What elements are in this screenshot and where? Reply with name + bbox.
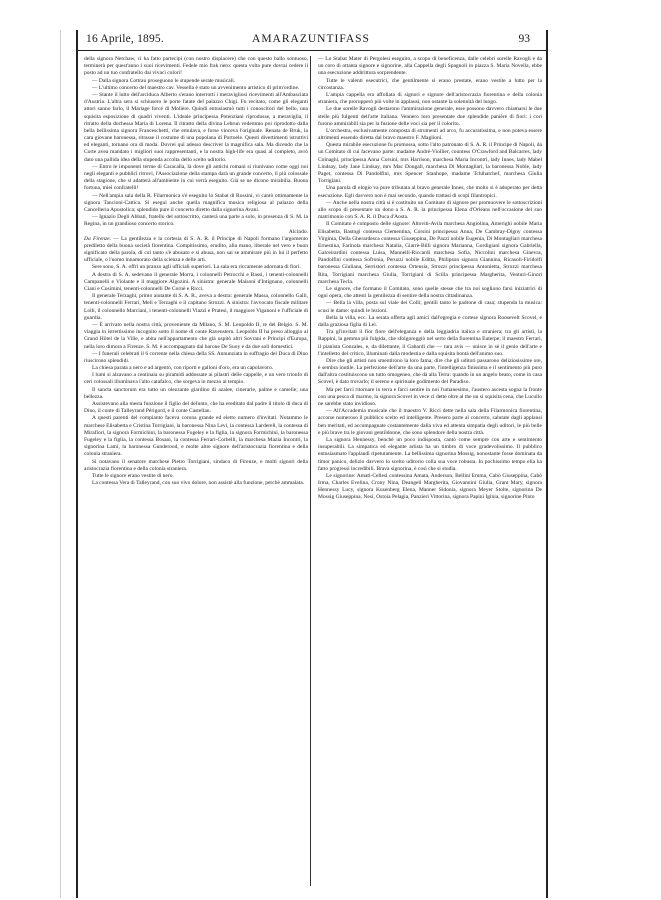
page-edge-shadow <box>60 30 61 898</box>
article-paragraph: — L'ultimo concerto del maestro cav. Vessella è stato un avvenimento artistico di prim'ordine. <box>92 84 300 91</box>
article-paragraph: Ma per farci ritornare in terra e farci sentire in noi l'umanesimo, l'austero ascesta sogna la fronte con una pesca di marmo, la signora Scovel in vece ci dette oltre al the un si squisita cena, che Lucullo ne sarebbe stato invidioso. <box>318 386 542 407</box>
right-column <box>318 56 542 886</box>
article-paragraph: — Ignazio Degli Abbati, fratello del sottoscritto, canterà una parte a solo, in presenza di S. M. la Regina, in un grandioso concerto storico. <box>84 214 308 228</box>
article-paragraph: Bella la villa, ecc. La serata offerta agli amici dall'egregia e cortese signora Roosevelt Scovel, e dalla graziosa figlia di Lei. <box>318 314 542 328</box>
florence-section-opening <box>84 236 308 265</box>
article-paragraph: della signora Netchaw, ci ha fatto partecipi (con nostro dispiacere) che con questo ballo sontuoso, terminerà per quest'anno i suoi ricevimenti. Fedele mio frak nero: questa volta pure dovrai cedere il posto ad un tuo confratello dai vivaci colori! <box>84 56 308 77</box>
article-paragraph: L'ampia cappella era affollata di signori e signore dell'aristocrazia fiorentina e della colonia straniera, che prorupperò più volte in applausi, non ostante la solennità del luogo. <box>318 91 542 106</box>
article-paragraph: — Lo Stabat Mater di Pergolesi eseguito, a scopo di beneficenza, dalle celebri sorelle Ravogli e da un coro di ottanta signore e signorine, alla Cappella degli Spagnoli in piazza S. Maria Novella, ebbe una esecuzione addirittura sorprendente. <box>318 56 542 77</box>
article-paragraph: Il Comitato è composto delle signore: Altoviti-Avila marchesa Angiolina, Amerighi nobile Maria Elisabetta, Bastogi contessa Clementina, Corsini principessa Anna, De Cambray-Digny contessa Virginia, Della Gherardesca contessa Giuseppina, De Pazzi nobile Eugenia, Di Montagliari marchesa Ernestina, Farinola marchesa Natalia, Giarrè-Billi signora Marianna, Gordigiani signora Gabriella, Galceirardini contessa Luisa, Mannelli-Riccardi marchesa Sofia, Niccolini marchesa Ginevra, Pandolfini contessa Sofronia, Peruzzi nobile Editta, Philipson signora Giannina, Ricasoli-Firidolfi baronessa Giuliana, Serristori contessa Ortensia, Strozzi principessa Antonietta, Strozzi marchesa Rita, Torrigiani marchesa Giulia, Torrigiani di Scilla principessa Margherita, Venturi-Ginori marchesa Tecla. <box>318 221 542 285</box>
left-border-rule <box>76 30 78 898</box>
article-paragraph: Tutte le signore erano vestite di nero. <box>92 472 174 479</box>
section-place-heading: Da Firenze. <box>84 235 111 242</box>
article-paragraph: Le signorine: Amati-Cellesi contessina Amata, Anderson, Bellini Emma, Cabò Giuseppina, Cabò Irma, Charles Evelina, Crony Nina, Deangeli Margherita, Giovannini Giulia, Grant Mary, signora Hennessy Lucy, signora Kusenberg Elena, Manner Sidonia, signora Meyer Stolte, signorina De Mossig Giuseppina, Nesi, Ostoia Pelagia, Panzieri Vittorina, signora Papini Iginia, signorine Pinto <box>318 472 542 501</box>
article-paragraph: — Dalla signora Cottrau proseguono le stupende serate musicali. <box>92 77 236 84</box>
article-paragraph: Tutte le valenti esecutrici, che gentilmente si erano prestate, erano vestite a lutto per la circostanza. <box>318 77 542 91</box>
article-paragraph: — È arrivato nella nostra città, proveniente da Milano, S. M. Leopoldo II, re del Belgio. S. M. viaggia in istrettissimo incognito sotto il nome di conte Ravenstern. Leopoldo II ha preso alloggio al Grand Hôtel de la Ville, e abita nell'appartamento che già ospitò altri Sovrani e Principi d'Europa, nella loro dimora a Firenze. S. M. è accompagnato dal barone De Suoy e da due soli domestici. <box>84 321 308 350</box>
article-paragraph: La chiesa parata a nero e ad argento, con riporti e galloni d'oro, era un capolavoro. <box>92 365 274 372</box>
article-paragraph: — Nell'ampia sala della R. Filarmonica s'è eseguito lo Stabat di Rossini, vi cantò ottimamente la signora Tancioni-Cattica. Si eseguì anche quella magnifica musica religiosa al palazzo della Cancelleria Apostolica; splendido pure il concerto diretto dalla signorina Avani. <box>84 192 308 213</box>
article-paragraph: — All'Accademia musicale che il maestro V. Ricci dette nella sala della Filarmonica fiorentina, accorse numeroso il pubblico scelto ed intelligente. Presero parte al concerto, salutate dagli applausi ben meritati, ed accompagnate costantemente dalla viva ed attenta simpatia degli uditori, le più belle e più brave tra le giovani gentildonne, che sono splendore della nostra città. <box>318 408 542 436</box>
page-header <box>76 32 546 51</box>
author-signature: Alcindo. <box>288 228 308 235</box>
header-date: 16 Aprile, 1895. <box>86 33 164 45</box>
article-paragraph: Il generale Terzaghi, primo aiutante di S. A. R., aveva a destra: generale Massa, colonnello Galli, tenenti-colonnelli Ferrari, Meli e Terzaghi e il capitano Strozzi. A sinistra: l'avvocato fiscale militare Lolli, il colonnello Marciani, i tenenti-colonnelli Viazzi e Pratesi, il maggiore Viganoni e l'ufficiale di guardia. <box>84 293 308 321</box>
article-paragraph: — Bella la villa, posta sul viale dei Colli; gentili tanto le padrone di casa; stupenda la musica: scusi le dame: quindi le lezioni. <box>318 300 542 314</box>
article-paragraph: L'orchestra, esclusivamente composta di strumenti ad arco, fu accuratissima, e non poteva essere altrimenti essendo diretta dal bravo maestro F. Maglioni. <box>318 127 542 142</box>
article-paragraph: — Stante il lutto dell'arciduca Alberto s'erano interrotti i meravigliosi ricevimenti all'Ambasciata d'Austria. L'altra sera si schiusero le porte fatate del palazzo Chigi. Fu recitato, come gli eleganti attori sanno farlo, il Mariage forcé di Molière. Quindi entusiasmò tutti i conoscitori del bello, una squisita esposizione di quadri viventi. L'ideale principessa Potenziani riprodusse, a meraviglia, il ritratto della duchessa Maria di Lorena. Il ritratto della divina Lebrun vedemmo poi riprodotto dalla bella bellissima signora Franceschetti, che emulava, e forse vinceva l'originale. Renata de Bruk, la cara giovane baronessa, ritrasse il costume di una popolana di Portoele. Questi divertimenti istruttivi ed eleganti, tornano ora di moda. Dovrei qui adesso descriver la magnifica sala. Ma dicendo che la Corte avea mandato i migliori suoi rappresentanti, e la nostra high-life era quasi al completo, avrò dato una pallida idea della stupenda accolta dello scelto uditorio. <box>84 91 308 163</box>
article-paragraph: — La gentilezza e la cortesia di S. A. R. il Principe di Napoli formano l'argomento prediletto della buona società fiorentina. Compitissimo, erudito, alla mano, liberale nel vero e buon significato della parola, di cui tanto s'è abusato e si abusa, non sai se ammirare più in lui il perfetto ufficiale, o l'uomo innamorato della scienza e delle arti. <box>84 235 308 264</box>
article-paragraph: Sere sono, S. A. offrì un pranzo agli ufficiali superiori. La sala era riccamente adornata di fiori. <box>92 264 301 271</box>
article-paragraph: A destra di S. A. sedevano il generale Morra, i colonnelli Petrocchi e Bassi, i tenenti-colonnelli Campanelli e Violante e il maggiore Algozini. A sinistra: generale Maisonì d'Intignano, colonnelli Ciani e Cosimini, tenenti-colonnelli De Cornè e Ricci. <box>84 271 308 292</box>
article-paragraph: Assistevano alla mesta funzione il figlio del defunto, che ha ereditato dal padre il titolo di duca di Dino, il conte di Talleyrand Périgord, e il conte Castellan. <box>84 401 308 415</box>
column-divider-rule <box>310 56 311 886</box>
article-paragraph: Dire che gli artisti non smentirono la loro fama; dire che gli uditori passarono deliziosissime ore, è sembra inutile. La perfezione dell'arte da una parte, l'intelligenza finissima e il sentimento più puro dall'altra costituiscono un tutto omogeneo, che dà alla Terra: quando in un angelo beato, come in casa Scovel, è dato trovarlo; il sereno e spirituale godimento del Paradiso. <box>318 357 542 386</box>
article-paragraph: — Anche nella nostra città si è costituito un Comitato di signore per promuovere le sottoscrizioni allo scopo di presentare un dono a S. A. R. la principessa Elena d'Orléans nell'occasione del suo matrimonio con S. A. R. il Duca d'Aosta. <box>318 199 542 221</box>
article-paragraph: La contessa Vera di Talleyrand, con suo vivo dolore, non assistè alla funzione, perchè ammalata. <box>92 480 305 487</box>
right-border-rule <box>546 30 548 898</box>
article-paragraph: Una parola di elogio va pure tributata al bravo generale Innes, che molto si è adoperato per detta esecuzione. Egli davvero non è mai secondo, quando trattasi di scopi filantropici. <box>318 185 542 199</box>
header-title: AMARAZUNTIFASS <box>252 33 370 45</box>
article-paragraph: Questa mirabile esecuzione fu promossa, sotto l'alto patronato di S. A. R. il Principe di Napoli, da un Comitato di cui facevano parte: madame André-Viollier, countess O'Crawford and Balcarres, lady Colnaghi, principessa Anna Corsini, mrs Harrison, marchesa Maria Incontri, lady Innes, lady Mabel Lindsay, lady Jane Lindsay, mrs Mac Dougall, marchesa Di Montagliari, la baronessa Noble, lady Paget, contessa Di Pandolfini, mrs Spencer Stanhope, madame Tchihatchef, marchesa Giulia Torrigiani. <box>318 142 542 185</box>
article-paragraph: I lumi si alzavano a centinaia su piramidi addossate ai pilastri delle cappelle, e un vero trionfo di ceri colossali illuminava l'alto catafalco, che sorgeva in mezzo al tempio. <box>84 372 308 386</box>
article-paragraph: Le signore, che formano il Comitato, sono quelle stesse che tra noi sogliono farsi iniziatrici di ogni opera, che attesti la gentilezza di sentire della nostra cittadinanza. <box>318 286 542 300</box>
article-paragraph: A questi parenti del compianto faceva corona grande ed eletto numero d'invitati. Notammo le marchese Elisabetta e Cristina Torrigiani, la baronessa Nina Levi, la contessa Larderell, la contessa di Mirafiori, la signora Formichini, la baronessa Fugeley e la figlia, la signora Formichini, la baronessa Fugeley e la figlia, la contessa Bosani, la contessa Ferrari-Corbelli, la marchesa Mazia Incontri, la signorina Lami, la baronessa Gunderood, e molte altre signore dell'aristocrazia fiorentina e della colonia straniera. <box>84 415 308 458</box>
article-paragraph: La signora Hennessy, benchè un poco indisposta, cantò come sempre con arte e sentimento insuperabili. La simpatica ed elegante artista ha un timbro di voce gradevolissimo. Il pubblico entusiasmato l'applaudì ripetutamente. La bellissima signorina Mossig, nonostante fosse dominata da timor panico, delizio davvero lo scelto uditorio colla sua voce robusta. In pochissimo tempo ella ha fatto progressi incredibili. Brava signorina, è così che si studia. <box>318 436 542 472</box>
article-paragraph: Tra gl'invitati il fior fiore dell'eleganza e della leggiadria italica e straniera; tra gli artisti, la Rappini, la gemma più fulgida, che sfolgoreggiò nel serto della fiorentina Euterpe; il maestro Ferrari, il pianista Gonzales, e, da dilettante, il Gabardi che — rara avis — unisce in sè il genio dell'arte e l'intelletto del critico, illuminati dalla modestia e dalla squisita bontà dell'animo suo. <box>318 329 542 357</box>
left-column <box>84 56 308 886</box>
article-paragraph: — I funerali celebrati il 6 corrente nella chiesa della SS. Annunziata in suffragio del Duca di Dino riuscirono splendidi. <box>84 350 308 364</box>
article-paragraph: Si notavano il senatore marchese Pietro Torrigiani, sindaco di Firenze, e molti signori della aristocrazia fiorentina e della colonia straniera. <box>84 458 308 472</box>
header-page-number: 93 <box>518 33 530 45</box>
article-paragraph: Le due sorelle Ravogli destarono l'ammirazione generale, esse possono davvero chiamarsi le due stelle più fulgenti dell'arte italiana. Vennero loro presentate due splendide panière di fiori: i cori furono ammirabili sia per la fusione delle voci sia per il colorito. <box>318 106 542 127</box>
article-paragraph: Il sancta sanctorum era tutto un olezzante giardino di azalee, cinerarie, palme e camelie; una bellezza. <box>84 386 308 400</box>
article-paragraph: — Entro le imponenti terme di Caracalla, là dove gli antichi romani si riunivano come oggi noi negli eleganti e pubblici ritrovi, l'Associazione della stampa darà un grande concerto, il più colossale della stagione, che si adatterà all'ambiente in cui verrà eseguito. Già se ne dicono mirabilia. Buona fortuna, miei confratelli! <box>84 163 308 192</box>
